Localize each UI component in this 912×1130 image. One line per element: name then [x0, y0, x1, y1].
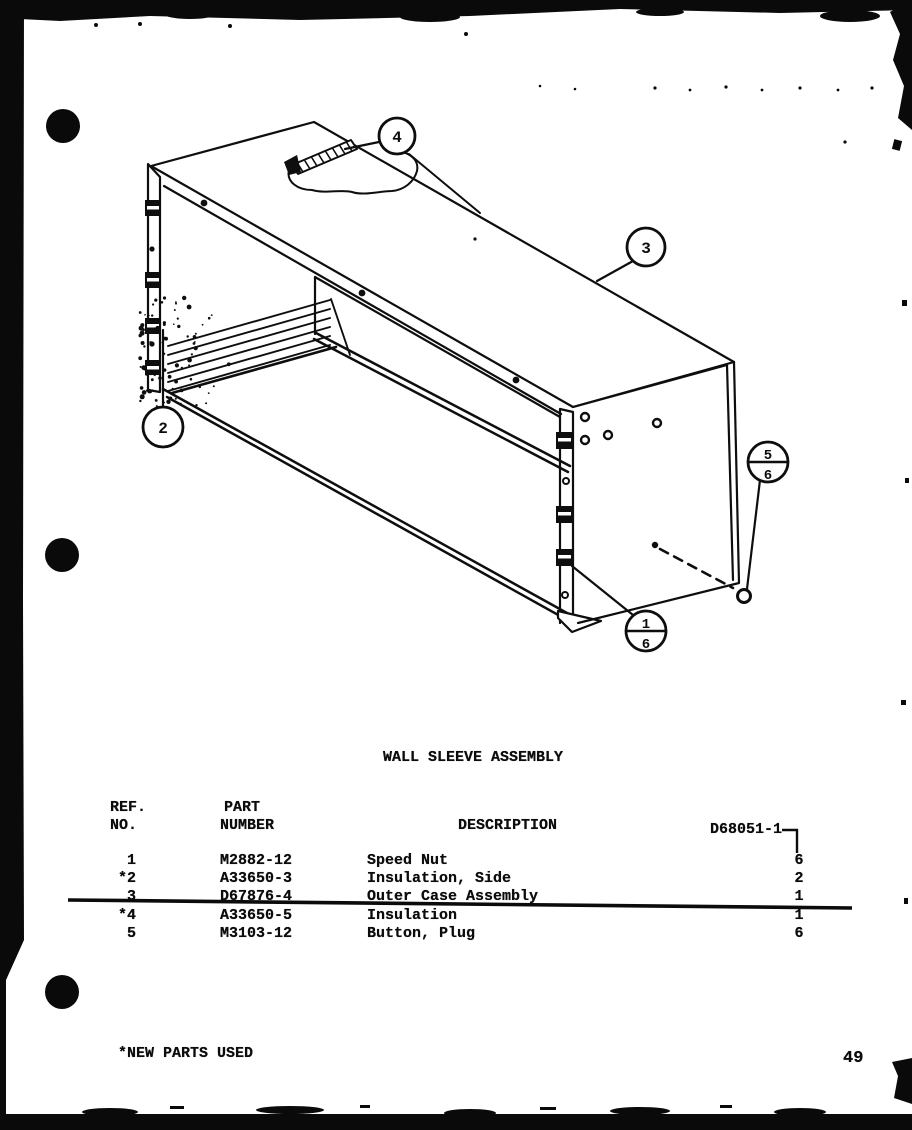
callout-5-number: 5	[763, 448, 773, 464]
side-insulation-corrugation	[168, 299, 350, 393]
callout-6b-number: 6	[641, 637, 651, 653]
row-qty: 1	[794, 907, 804, 924]
flange-hole	[563, 478, 569, 484]
row-ref: 1	[126, 852, 136, 869]
row-part: M3103-12	[220, 925, 293, 942]
right-flange-speed-nut-clips	[556, 432, 573, 566]
row-part: M2882-12	[220, 852, 293, 869]
col-header-part-2: NUMBER	[220, 817, 275, 834]
row-qty: 6	[794, 925, 804, 942]
row-ref: *4	[117, 907, 136, 924]
callout-2-number: 2	[158, 420, 168, 438]
col-header-ref-1: REF.	[110, 799, 147, 816]
plug-projection-dashed-line	[660, 549, 733, 588]
callout-5-6-leader	[747, 480, 760, 589]
row-qty: 1	[794, 888, 804, 905]
right-end-panel	[573, 362, 739, 623]
drawing-number-bracket	[782, 830, 797, 853]
row-description: Speed Nut	[367, 852, 449, 869]
callout-6-number: 6	[763, 468, 773, 484]
callout-3-number: 3	[641, 240, 651, 258]
button-plug	[738, 590, 751, 603]
top-insulation-strip	[284, 140, 357, 175]
row-description: Insulation, Side	[367, 870, 512, 887]
col-header-part-1: PART	[224, 799, 261, 816]
end-panel-plug-holes	[581, 413, 661, 444]
plug-location-dot	[652, 542, 658, 548]
page-title: WALL SLEEVE ASSEMBLY	[383, 749, 564, 766]
row-part: D67876-4	[220, 888, 293, 905]
drawing-number: D68051-1	[710, 821, 783, 838]
callout-3-leader	[597, 261, 633, 281]
row-qty: 2	[794, 870, 804, 887]
row-description: Insulation	[367, 907, 458, 924]
row-description: Button, Plug	[367, 925, 476, 942]
callout-1-number: 1	[641, 617, 651, 633]
interior-floor-far-edge	[314, 333, 570, 472]
page-number: 49	[843, 1049, 864, 1068]
callout-4-number: 4	[392, 129, 402, 147]
row-part: A33650-5	[220, 907, 293, 924]
callout-1-6-leader	[572, 566, 633, 615]
row-part: A33650-3	[220, 870, 293, 887]
outer-case-assembly-drawing	[138, 118, 788, 653]
footnote: *NEW PARTS USED	[118, 1045, 254, 1062]
col-header-ref-2: NO.	[110, 817, 138, 834]
row-ref: *2	[117, 870, 136, 887]
row-description: Outer Case Assembly	[367, 888, 539, 905]
row-ref: 3	[126, 888, 136, 905]
row-qty: 6	[794, 852, 804, 869]
case-bottom-front-edge	[163, 389, 578, 626]
callout-balloons	[143, 118, 788, 651]
flange-hole	[562, 592, 568, 598]
col-header-description: DESCRIPTION	[458, 817, 558, 834]
row-ref: 5	[126, 925, 136, 942]
